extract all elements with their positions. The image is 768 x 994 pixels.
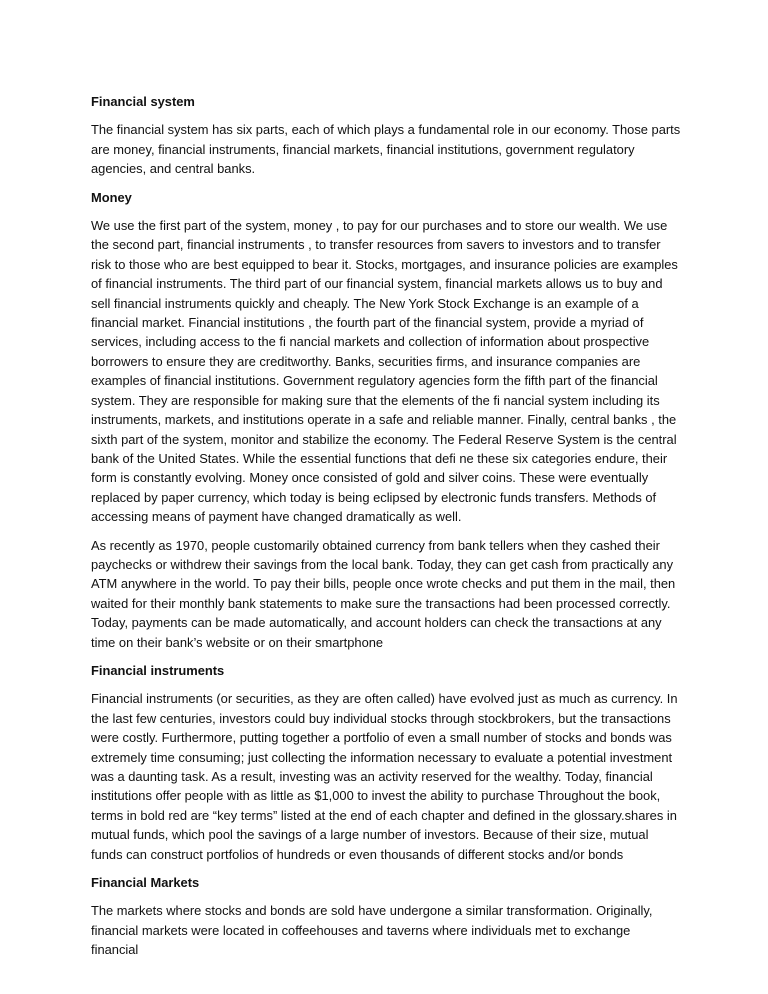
paragraph-financial-markets: The markets where stocks and bonds are sold have undergone a similar transformation. Originally, financial markets were located in coffeehouses and taverns where individuals met to exchange financial (91, 903, 653, 958)
section-heading-financial-system: Financial system (91, 94, 195, 109)
paragraph-financial-instruments: Financial instruments (or securities, as they are often called) have evolved just as much as currency. In the last few centuries, investors could buy individual stocks through stockbrokers, but the transactions were costly. Furthermore, putting together a portfolio of even a small number of stocks and bonds was extremely time consuming; just collecting the information necessary to evaluate a potential investment was a daunting task. As a result, investing was an activity reserved for the wealthy. Today, financial institutions offer people with as little as $1,000 to invest the ability to purchase Throughout the book, terms in bold red are “key terms” listed at the end of each chapter and defined in the glossary.shares in mutual funds, which pool the savings of a large number of investors. Because of their size, mutual funds can construct portfolios of hundreds or even thousands of different stocks and/or bonds (91, 691, 678, 862)
paragraph-money-history: As recently as 1970, people customarily obtained currency from bank tellers when they cashed their paychecks or withdrew their savings from the local bank. Today, they can get cash from practically any ATM anywhere in the world. To pay their bills, people once wrote checks and put them in the mail, then waited for their monthly bank statements to make sure the transactions had been processed correctly. Today, payments can be made automatically, and account holders can check the transactions at any time on their bank’s website or on their smartphone (91, 537, 676, 650)
document-page (91, 92, 681, 969)
paragraph-money-parts: We use the first part of the system, money , to pay for our purchases and to store our wealth. We use the second part, financial instruments , to transfer resources from savers to investors and to transfer risk to those who are best equipped to bear it. Stocks, mortgages, and insurance policies are examples of financial instruments. The third part of our financial system, financial markets allows us to buy and sell financial instruments quickly and cheaply. The New York Stock Exchange is an example of a financial market. Financial institutions , the fourth part of the financial system, provide a myriad of services, including access to the fi nancial markets and collection of information about prospective borrowers to ensure they are creditworthy. Banks, securities firms, and insurance companies are examples of financial institutions. Government regulatory agencies form the fifth part of the financial system. They are responsible for making sure that the elements of the fi nancial system including its instruments, markets, and institutions operate in a safe and reliable manner. Finally, central banks , the sixth part of the system, monitor and stabilize the economy. The Federal Reserve System is the central bank of the United States. While the essential functions that defi ne these six categories endure, their form is constantly evolving. Money once consisted of gold and silver coins. These were eventually replaced by paper currency, which today is being eclipsed by electronic funds transfers. Methods of accessing means of payment have changed dramatically as well. (91, 218, 678, 525)
section-heading-financial-markets: Financial Markets (91, 875, 200, 891)
section-heading-financial-instruments: Financial instruments (91, 662, 225, 678)
section-heading-money: Money (91, 189, 132, 205)
paragraph-financial-system-intro: The financial system has six parts, each of which plays a fundamental role in our economy. Those parts are money, financial instruments, financial markets, financial institutions, government regulatory agencies, and central banks. (91, 122, 681, 177)
